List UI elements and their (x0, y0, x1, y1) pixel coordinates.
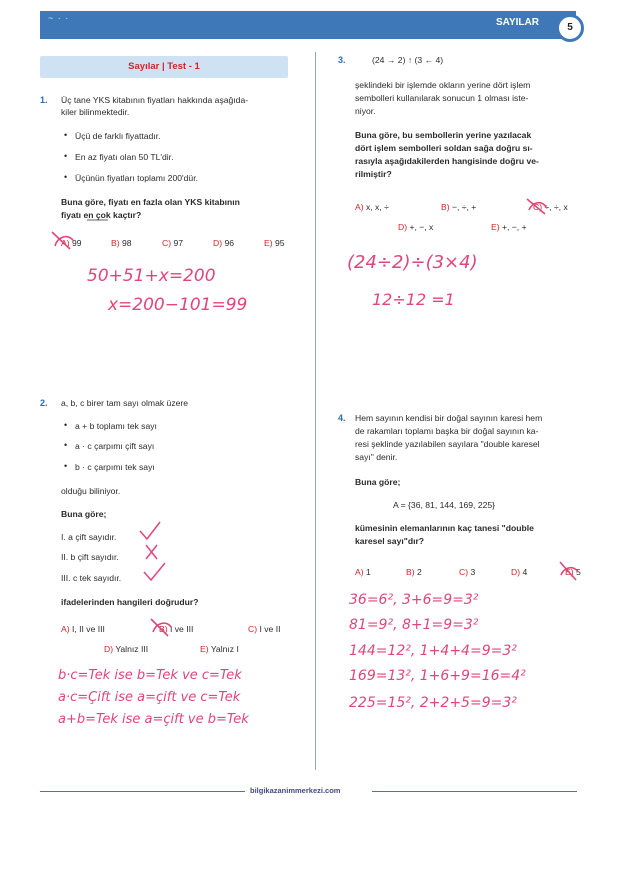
q4-option-b[interactable]: B) 2 (406, 567, 422, 577)
q4-option-e[interactable]: E) 5 (565, 567, 581, 577)
q3-stem-line: şeklindeki bir işlemde okların yerine dört işlem (355, 80, 531, 90)
q2-question: ifadelerinden hangileri doğrudur? (61, 597, 199, 607)
footer-rule-right (372, 791, 577, 792)
q1-handwriting-line: 50+51+x=200 (87, 266, 216, 286)
bullet-icon: • (64, 172, 68, 182)
q3-question-line: Buna göre, bu sembollerin yerine yazılacak (355, 130, 532, 140)
q1-option-b[interactable]: B) 98 (111, 238, 132, 248)
q2-check-mark-2 (144, 563, 165, 580)
test-title: Sayılar | Test - 1 (128, 61, 200, 72)
bullet-icon: • (64, 130, 68, 140)
q2-bullet: a · c çarpımı çift sayı (75, 441, 155, 451)
q4-question-line: kümesinin elemanlarının kaç tanesi "double (355, 523, 534, 533)
q3-question-line: rilmiştir? (355, 169, 392, 179)
q3-option-d[interactable]: D) +, −, x (398, 222, 434, 232)
q2-buna-gore: Buna göre; (61, 509, 107, 519)
q2-number: 2. (40, 398, 48, 408)
q1-stem-line: kiler bilinmektedir. (61, 107, 130, 117)
q3-option-c[interactable]: C) ÷, ÷, x (533, 202, 568, 212)
q1-bullet: Üçünün fiyatları toplamı 200'dür. (75, 173, 198, 183)
q1-stem-line: Üç tane YKS kitabının fiyatları hakkında aşağıda- (61, 95, 249, 105)
q3-handwriting-line: (24÷2)÷(3×4) (347, 252, 478, 273)
q4-option-d[interactable]: D) 4 (511, 567, 528, 577)
q4-number: 4. (338, 413, 346, 423)
q4-stem-line: resi şeklinde yazılabilen sayılara "double karesel (355, 439, 540, 449)
q2-stem: a, b, c birer tam sayı olmak üzere (61, 398, 189, 408)
q4-handwriting-line: 36=6², 3+6=9=3² (349, 592, 479, 608)
q2-option-e[interactable]: E) Yalnız I (200, 644, 239, 654)
q4-option-a[interactable]: A) 1 (355, 567, 371, 577)
q2-bullet: b · c çarpımı tek sayı (75, 462, 155, 472)
q1-option-d[interactable]: D) 96 (213, 238, 235, 248)
q1-handwriting-line: x=200−101=99 (108, 295, 248, 315)
q3-stem-line: sembolleri kullanılarak sonucun 1 olması iste- (355, 93, 529, 103)
q3-option-b[interactable]: B) −, ÷, + (441, 202, 477, 212)
q1-option-c[interactable]: C) 97 (162, 238, 184, 248)
q3-option-a[interactable]: A) x, x, ÷ (355, 202, 389, 212)
bullet-icon: • (64, 151, 68, 161)
q4-question-line: karesel sayı"dır? (355, 536, 425, 546)
q4-stem-line: sayı" denir. (355, 452, 398, 462)
q2-statement: III. c tek sayıdır. (61, 573, 122, 583)
q2-check-mark-1 (140, 522, 160, 539)
q1-bullet: Üçü de farklı fiyattadır. (75, 131, 161, 141)
q2-option-d[interactable]: D) Yalnız III (104, 644, 149, 654)
chapter-title: SAYILAR (496, 17, 539, 28)
q2-option-b[interactable]: B) I ve III (159, 624, 194, 634)
q2-handwriting-line: a·c=Çift ise a=çift ve c=Tek (58, 690, 241, 705)
q2-known: olduğu biliniyor. (61, 486, 121, 496)
q2-handwriting-line: b·c=Tek ise b=Tek ve c=Tek (58, 668, 242, 683)
q3-option-e[interactable]: E) +, −, + (491, 222, 527, 232)
q4-handwriting-line: 144=12², 1+4+4=9=3² (349, 643, 517, 659)
q4-option-c[interactable]: C) 3 (459, 567, 476, 577)
q2-handwriting-line: a+b=Tek ise a=çift ve b=Tek (58, 712, 249, 727)
q2-option-c[interactable]: C) I ve II (248, 624, 281, 634)
q1-option-e[interactable]: E) 95 (264, 238, 285, 248)
q3-expression: (24 → 2) ↑ (3 ← 4) (372, 55, 444, 65)
bullet-icon: • (64, 461, 68, 471)
q1-option-a[interactable]: A) 99 (61, 238, 82, 248)
q2-bullet: a + b toplamı tek sayı (75, 421, 157, 431)
q3-handwriting-line: 12÷12 =1 (372, 290, 455, 309)
bullet-icon: • (64, 440, 68, 450)
page-number-badge: 5 (556, 14, 584, 42)
q3-stem-line: niyor. (355, 106, 376, 116)
q1-bullet: En az fiyatı olan 50 TL'dir. (75, 152, 174, 162)
q4-stem-line: Hem sayının kendisi bir doğal sayının karesi hem (355, 413, 543, 423)
q3-question-line: dört işlem sembolleri soldan sağa doğru sı- (355, 143, 533, 153)
q2-statement: I. a çift sayıdır. (61, 532, 117, 542)
q4-handwriting-line: 81=9², 8+1=9=3² (349, 617, 479, 633)
q3-number: 3. (338, 55, 346, 65)
bullet-icon: • (64, 420, 68, 430)
q4-stem-line: de rakamları toplamı başka bir doğal sayının ka- (355, 426, 539, 436)
footer-rule-left (40, 791, 245, 792)
q2-cross-mark (146, 545, 157, 559)
q2-statement: II. b çift sayıdır. (61, 552, 119, 562)
q4-buna-gore: Buna göre; (355, 477, 401, 487)
q1-question-line: Buna göre, fiyatı en fazla olan YKS kitabının (61, 197, 240, 207)
q4-set: A = {36, 81, 144, 169, 225} (393, 500, 496, 510)
q1-question-line: fiyatı en çok kaçtır? (61, 210, 142, 220)
q3-question-line: rasıyla aşağıdakilerden hangisinde doğru ve- (355, 156, 539, 166)
q4-handwriting-line: 169=13², 1+6+9=16=4² (349, 668, 526, 684)
q4-handwriting-line: 225=15², 2+2+5=9=3² (349, 695, 517, 711)
column-divider (315, 52, 316, 770)
q1-number: 1. (40, 95, 48, 105)
q2-option-a[interactable]: A) I, II ve III (61, 624, 105, 634)
footer-site: bilgikazanimmerkezi.com (250, 786, 341, 795)
publisher-logo: ~ · · (48, 13, 70, 23)
